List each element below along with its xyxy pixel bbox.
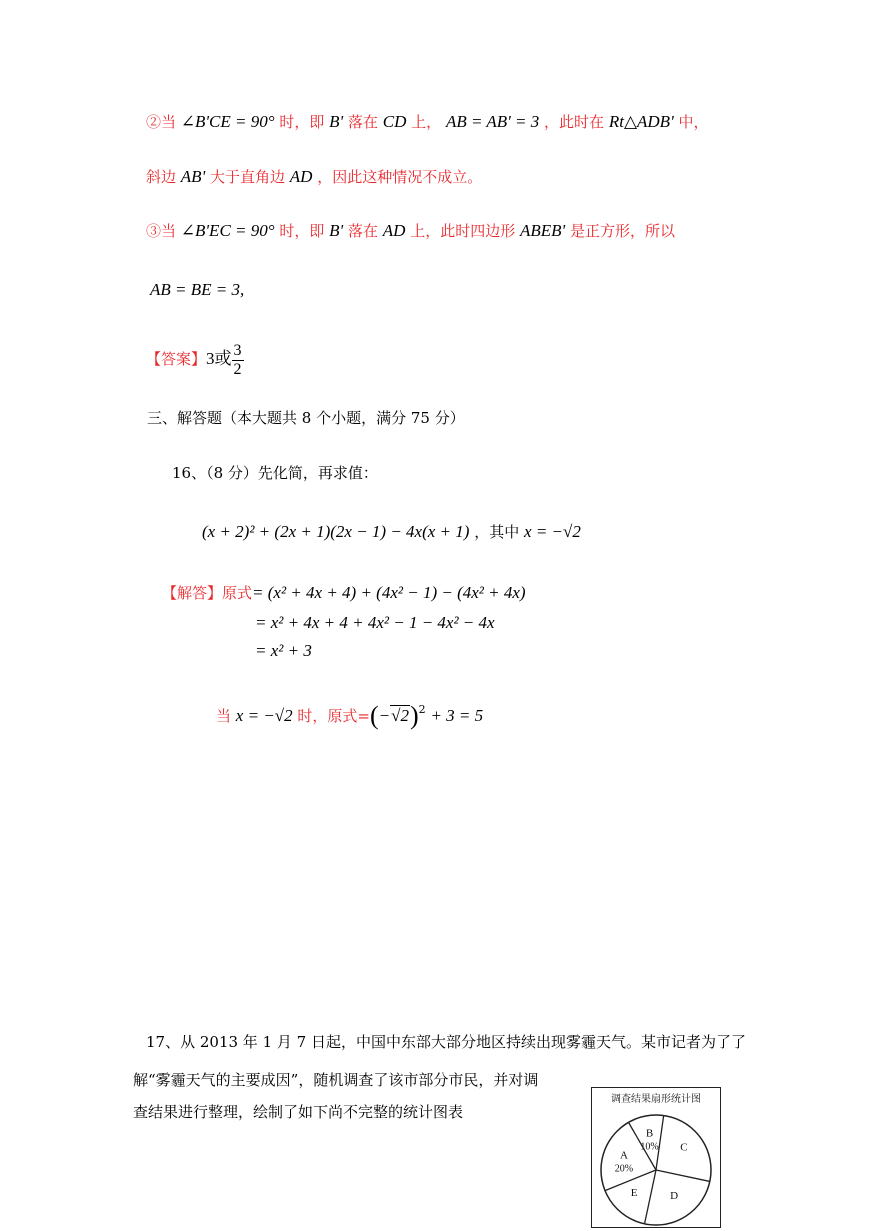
solution-line2	[255, 613, 495, 633]
case3-line2	[150, 280, 244, 300]
pie-slice-percent-a: 20%	[614, 1163, 634, 1175]
case2-line2-text2: 大于直角边	[209, 168, 285, 186]
solution-when2: 时，原式=	[297, 707, 370, 725]
case3-equation: AB = BE = 3,	[150, 280, 245, 299]
pie-slice-label-c: C	[680, 1141, 688, 1154]
case3-quadrilateral: ABEB'	[520, 221, 566, 240]
pie-slice-boundary	[645, 1170, 656, 1224]
case2-cd: CD	[382, 112, 407, 131]
case2-line2-text3: ，因此这种情况不成立。	[317, 168, 483, 186]
case3-text2: 落在	[347, 222, 378, 240]
solution-x-value: x = −√2	[235, 706, 293, 725]
case3-line	[146, 221, 675, 241]
case2-equation: AB = AB' = 3	[445, 112, 540, 131]
case2-line	[146, 112, 709, 132]
case2-line2-ad: AD	[289, 167, 313, 186]
case3-text4: 是正方形，所以	[569, 222, 675, 240]
solution-orig-label: 原式	[222, 584, 253, 602]
case2-triangle: Rt△ADB'	[608, 112, 674, 131]
case2-angle: ∠B'CE = 90°	[180, 112, 275, 131]
pie-chart-box	[591, 1087, 721, 1228]
pie-slice-label-b: B	[645, 1127, 654, 1140]
answer-label: 【答案】	[146, 350, 207, 368]
q17-line3: 查结果进行整理，绘制了如下尚不完整的统计图表	[133, 1103, 464, 1121]
solution-line3	[255, 641, 312, 661]
answer-fraction-numerator: 3	[233, 341, 242, 359]
pie-slice-percent-b: 10%	[640, 1141, 659, 1153]
case2-text5: 中，	[678, 113, 709, 131]
case2-line2-ab: AB'	[180, 167, 206, 186]
solution-line1	[162, 583, 526, 603]
solution-paren-group: (	[369, 701, 379, 730]
case3-angle: ∠B'EC = 90°	[180, 221, 275, 240]
solution-step2: = x² + 4x + 4 + 4x² − 1 − 4x² − 4x	[255, 613, 495, 632]
q16-expression: (x + 2)² + (2x + 1)(2x − 1) − 4x(x + 1)	[202, 522, 470, 541]
answer-fraction-denominator: 2	[233, 360, 242, 378]
case2-text2: 落在	[347, 113, 378, 131]
case2-bprime: B'	[329, 112, 344, 131]
case2-line2-text1: 斜边	[146, 168, 177, 186]
case3-prefix: ③当	[146, 222, 177, 240]
answer-fraction	[232, 342, 244, 379]
q17-line2: 解“雾霾天气的主要成因”，随机调查了该市部分市民，并对调	[133, 1071, 539, 1089]
pie-chart	[592, 1088, 720, 1227]
case2-text4: ，此时在	[544, 113, 605, 131]
q16-condition: x = −√2	[524, 522, 581, 541]
answer-line	[146, 340, 244, 380]
case3-text3: 上，此时四边形	[410, 222, 516, 240]
q17-line1: 17、从 2013 年 1 月 7 日起，中国中东部大部分地区持续出现雾霾天气。某市记者为了了	[146, 1033, 746, 1051]
q16-condition-prefix: ，其中	[474, 523, 520, 541]
case2-line2	[146, 167, 482, 187]
case3-ad: AD	[382, 221, 406, 240]
answer-value: 3或	[206, 349, 232, 368]
q16-title: 16、（8 分）先化简，再求值：	[172, 464, 378, 482]
section3-title: 三、解答题（本大题共 8 个小题，满分 75 分）	[147, 409, 465, 427]
solution-step1: = (x² + 4x + 4) + (4x² − 1) − (4x² + 4x)	[252, 583, 526, 602]
q16-expression-line	[202, 522, 581, 542]
solution-when: 当	[216, 707, 232, 725]
solution-evaluate-line: 当 x = −√2 时，原式$=(-√2)^2 + 3 = 5$	[216, 701, 484, 730]
case2-text3: 上，	[411, 113, 442, 131]
solution-final: + 3 = 5	[430, 706, 484, 725]
solution-label: 【解答】	[162, 584, 223, 602]
pie-slice-label-e: E	[630, 1187, 638, 1200]
pie-slice-boundary	[656, 1170, 710, 1181]
pie-slice-label-d: D	[670, 1189, 679, 1202]
pie-slices	[601, 1115, 711, 1225]
case3-bprime: B'	[329, 221, 344, 240]
pie-slice-label-a: A	[619, 1149, 628, 1162]
case2-prefix: ②当	[146, 113, 177, 131]
chart-title: 调查结果扇形统计图	[611, 1094, 701, 1105]
case3-text1: 时，即	[279, 222, 325, 240]
solution-step3: = x² + 3	[255, 641, 312, 660]
case2-text1: 时，即	[279, 113, 325, 131]
